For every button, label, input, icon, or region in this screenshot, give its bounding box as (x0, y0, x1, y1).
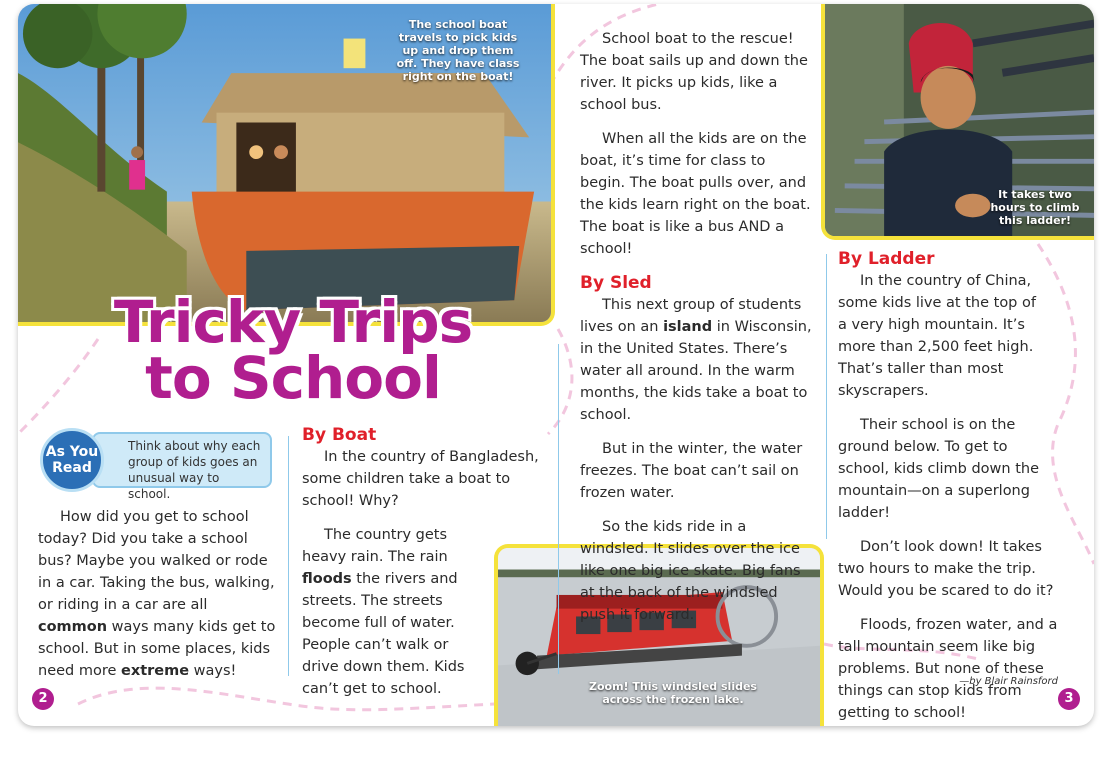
boat-sled-column (580, 28, 812, 638)
ladder-photo-caption: It takes two hours to climb this ladder! (990, 188, 1080, 227)
as-you-read-callout (40, 428, 270, 501)
by-ladder-paragraph-3: Don’t look down! It takes two hours to make the trip. Would you be scared to do it? (838, 539, 1054, 599)
by-ladder-heading: By Ladder (838, 249, 935, 269)
column-divider (558, 344, 559, 674)
by-sled-paragraph-1: This next group of students lives on an island in Wisconsin, in the United States. There’s water all around. In the warm months, the kids take a boat to school. (580, 297, 812, 423)
by-boat-paragraph-3: School boat to the rescue! The boat sails up and down the river. It picks up kids, like a school bus. (580, 31, 808, 113)
by-boat-heading: By Boat (302, 425, 377, 445)
by-boat-paragraph-1: In the country of Bangladesh, some children take a boat to school! Why? (302, 449, 539, 509)
intro-column (38, 506, 278, 694)
magazine-spread (18, 4, 1094, 726)
page-number-right: 3 (1058, 688, 1080, 710)
by-boat-paragraph-2: The country gets heavy rain. The rain floods the rivers and streets. The streets become full of water. People can’t walk or drive down them. Kids can’t get to school. (302, 527, 465, 697)
as-you-read-label-1: As You (45, 444, 99, 460)
by-ladder-paragraph-1: In the country of China, some kids live at the top of a very high mountain. It’s more than 2,500 feet high. That’s taller than most skyscrapers. (838, 273, 1036, 399)
by-sled-heading: By Sled (580, 273, 652, 293)
as-you-read-text: Think about why each group of kids goes an unusual way to school. (92, 432, 272, 488)
school-boat-photo (18, 4, 555, 326)
by-sled-paragraph-2: But in the winter, the water freezes. The boat can’t sail on frozen water. (580, 441, 803, 501)
by-ladder-paragraph-2: Their school is on the ground below. To get to school, kids climb down the mountain—on a superlong ladder! (838, 417, 1039, 521)
as-you-read-badge (40, 428, 104, 492)
title-line-1: Tricky Trips (113, 288, 473, 356)
by-boat-paragraph-4: When all the kids are on the boat, it’s time for class to begin. The boat pulls over, and the kids learn right on the boat. The boat is like a bus AND a school! (580, 131, 811, 257)
by-ladder-paragraph-4: Floods, frozen water, and a tall mountain seem like big problems. But none of these things can stop kids from getting to school! (838, 617, 1058, 721)
page-number-left: 2 (32, 688, 54, 710)
column-divider (288, 436, 289, 676)
page-title (78, 288, 508, 412)
intro-paragraph: How did you get to school today? Did you take a school bus? Maybe you walked or rode in a car. Taking the bus, walking, or riding in a car are all common ways many kids get to school. But in some places, kids need more extreme ways! (38, 509, 276, 679)
column-divider (826, 254, 827, 539)
author-byline: —by Blair Rainsford (959, 676, 1058, 687)
by-sled-paragraph-3: So the kids ride in a windsled. It slides over the ice like one big ice skate. Big fans at the back of the windsled push it forward. (580, 519, 801, 623)
sled-photo-caption: Zoom! This windsled slides across the frozen lake. (589, 680, 757, 706)
by-ladder-column (838, 248, 1074, 726)
title-line-2: to School (145, 344, 441, 412)
as-you-read-label-2: Read (52, 460, 92, 476)
boat-photo-caption: The school boat travels to pick kids up and drop them off. They have class right on the boat! (396, 18, 520, 83)
by-boat-column (302, 424, 542, 712)
ladder-climbing-photo (821, 4, 1094, 240)
